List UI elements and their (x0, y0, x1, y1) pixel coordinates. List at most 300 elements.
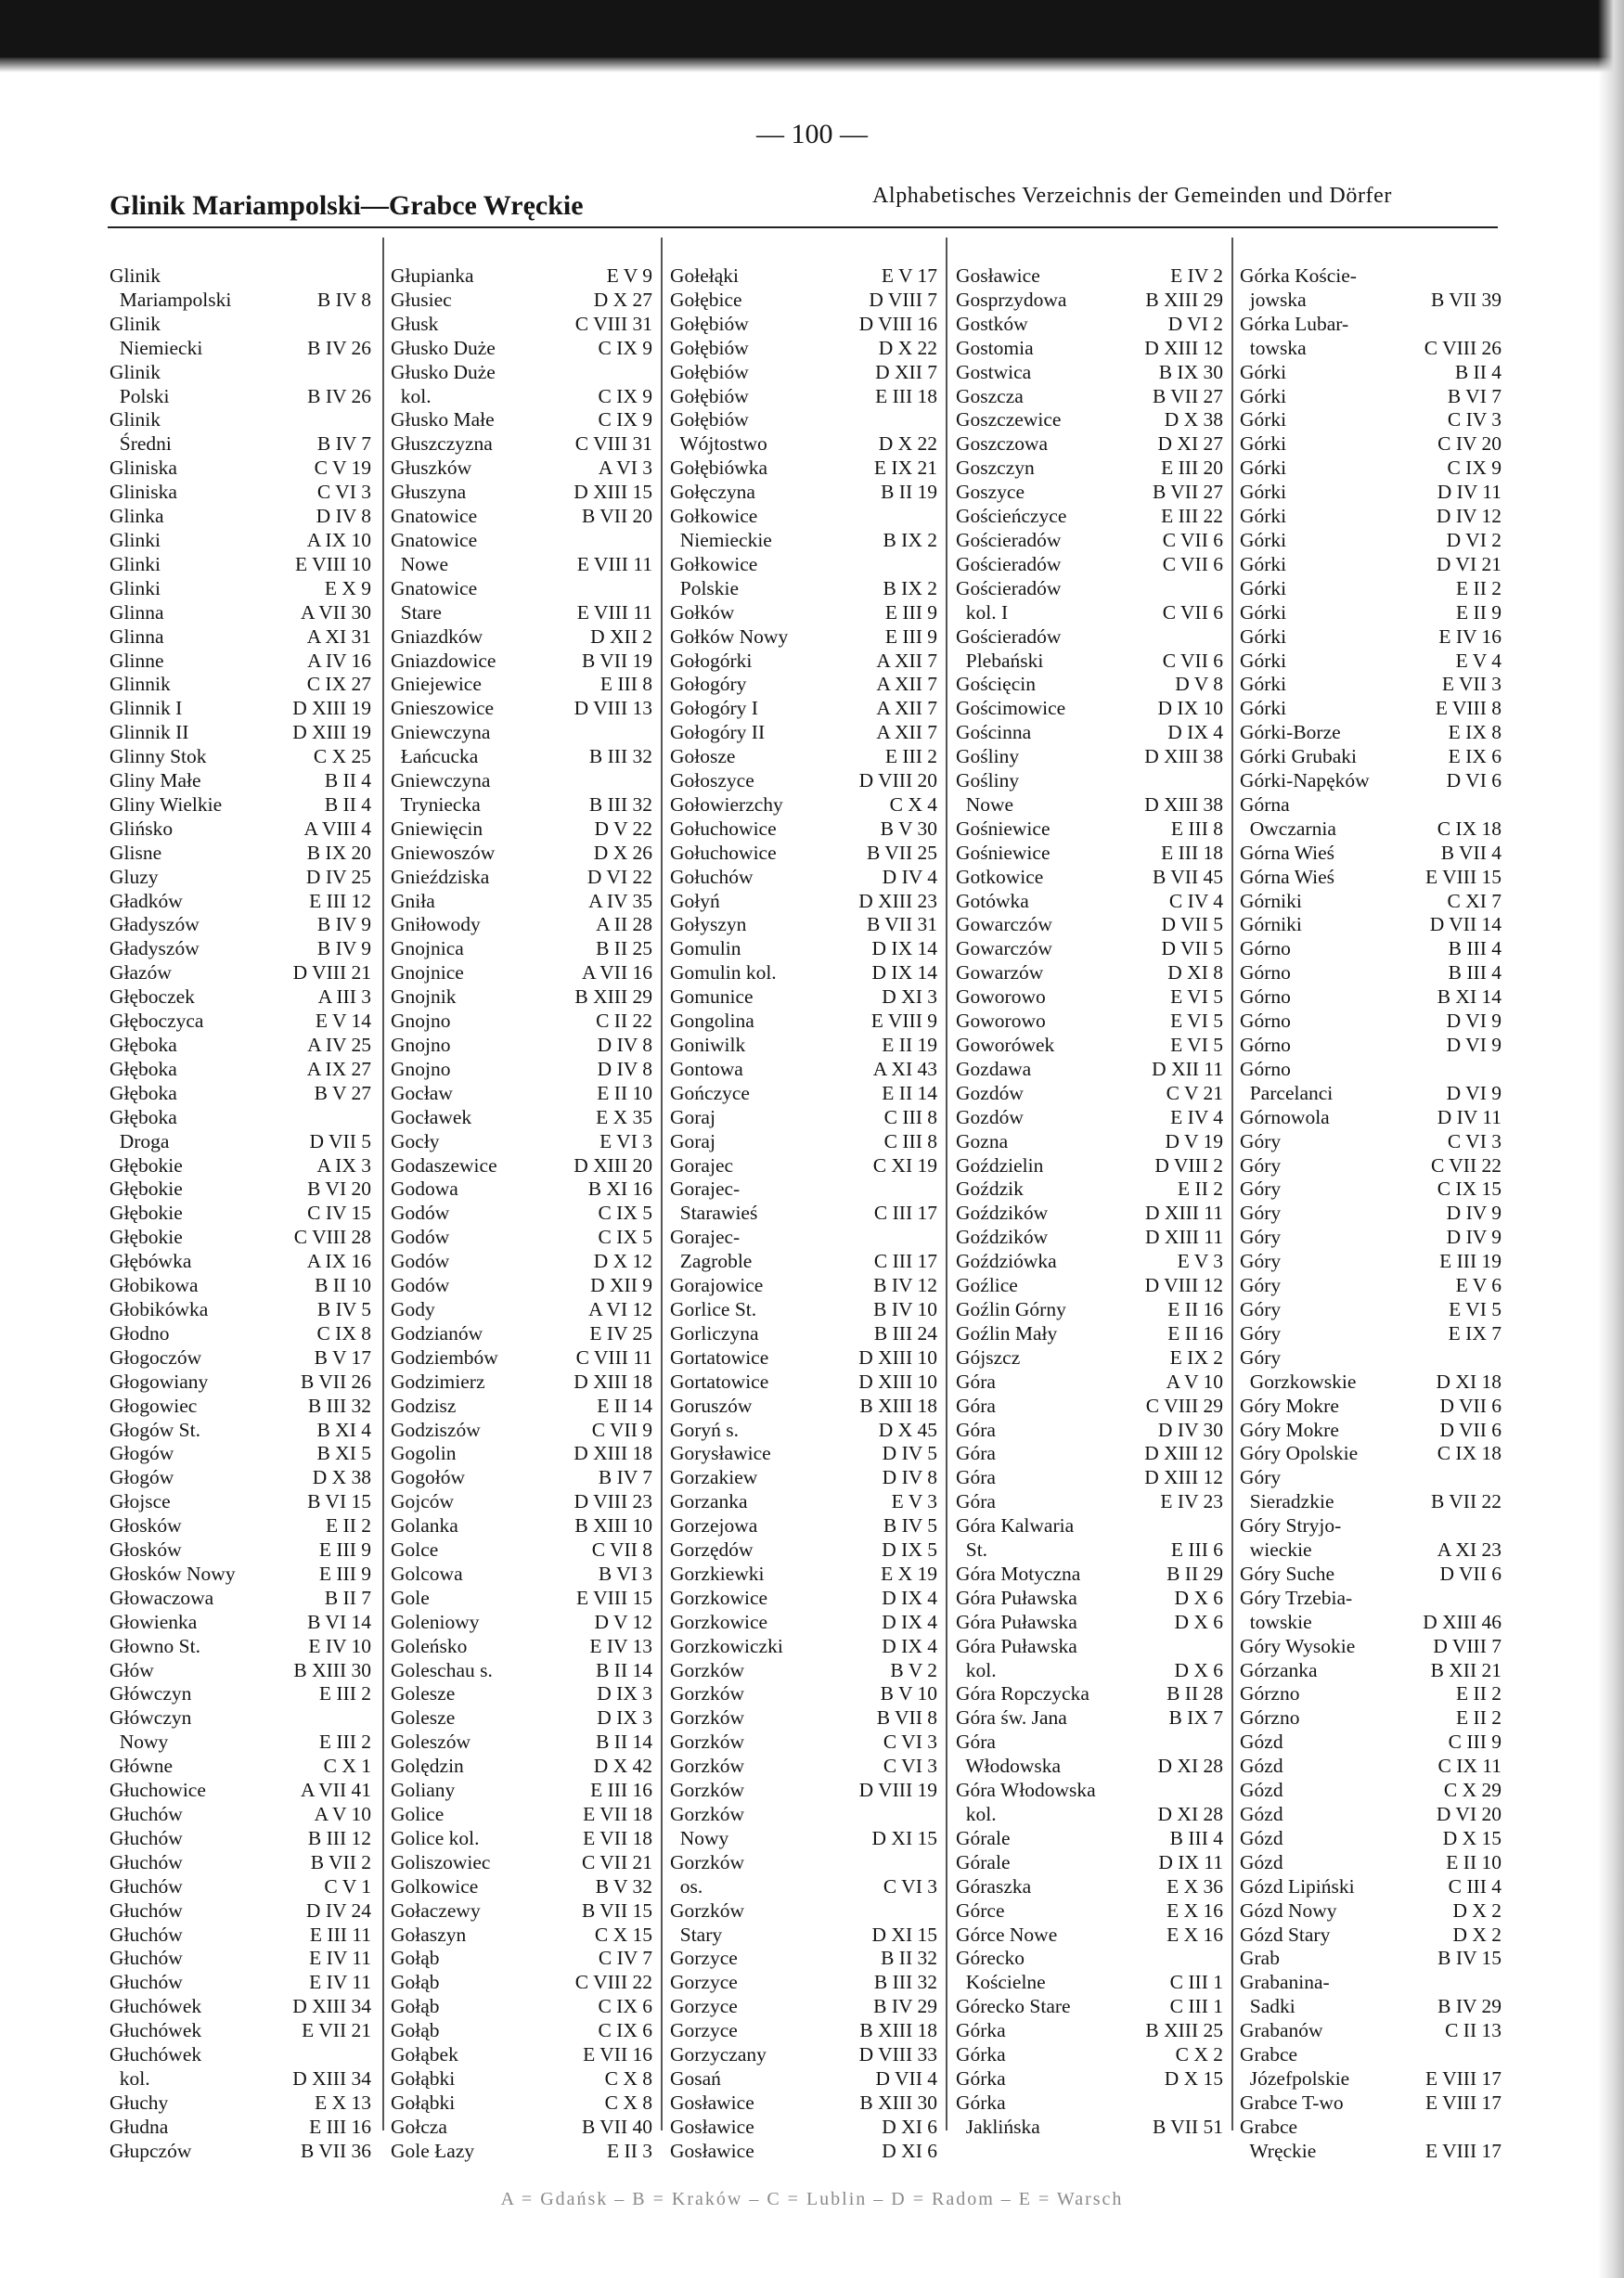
index-entry (670, 1947, 937, 1971)
place-name: Gocław (391, 1081, 453, 1104)
place-name: Głobikówka (110, 1297, 209, 1320)
place-name: Górno (1240, 961, 1291, 985)
region-code (367, 264, 371, 289)
index-entry (110, 385, 371, 409)
region-code: E III 12 (309, 889, 371, 912)
place-name: Głudna (110, 2115, 169, 2138)
region-code: E VIII 17 (1424, 2066, 1502, 2090)
region-code: D VIII 16 (858, 312, 937, 335)
index-entry (956, 1995, 1223, 2019)
place-name: Gostwica (956, 360, 1032, 383)
index-entry (391, 1635, 652, 1659)
region-code: D XI 28 (1157, 1803, 1223, 1825)
place-name: Góra Włodowska (956, 1779, 1096, 1802)
place-name: Gowarzów (956, 961, 1044, 985)
place-name: Gortatowice (670, 1345, 769, 1369)
index-entry (391, 937, 652, 961)
place-name: kol. (956, 1658, 997, 1681)
index-entry (110, 1706, 371, 1731)
index-entry (956, 1058, 1223, 1082)
region-code: B IX 30 (1158, 360, 1223, 383)
index-entry (670, 1803, 937, 1827)
region-key-legend: A = Gdańsk – B = Kraków – C = Lublin – D = Radom – E = Warsch (500, 2189, 1124, 2209)
index-entry (110, 505, 371, 529)
place-name: Glinik (110, 264, 161, 287)
column-divider (1231, 238, 1233, 2130)
index-entry (1240, 866, 1502, 890)
region-code: D IX 11 (1158, 1850, 1223, 1873)
index-entry (956, 1106, 1223, 1130)
index-entry (956, 1274, 1223, 1298)
place-name: Góry Wysokie (1240, 1634, 1356, 1657)
place-name: Gościeradów (956, 552, 1062, 575)
region-code: D VII 6 (1439, 1394, 1502, 1417)
region-code: A XII 7 (876, 673, 937, 696)
region-code: C III 8 (883, 1105, 937, 1128)
place-name: Gołąb (391, 2019, 440, 2042)
place-name: Głogów St. (110, 1418, 200, 1441)
region-code: D IX 14 (871, 937, 937, 960)
place-name: Gosań (670, 2066, 721, 2090)
region-code: B VII 27 (1152, 384, 1223, 407)
place-name: Góra (956, 1394, 996, 1417)
region-code: C IX 9 (1447, 457, 1502, 480)
index-entry (110, 793, 371, 817)
region-code: B II 4 (324, 769, 371, 792)
place-name: Główczyn (110, 1682, 192, 1705)
region-code: B IV 5 (316, 1297, 371, 1320)
place-name: Gołębiów (670, 336, 749, 359)
place-name: Polskie (670, 576, 740, 599)
place-name: Górno (1240, 1010, 1291, 1033)
place-name: os. (670, 1874, 703, 1898)
index-entry (956, 1322, 1223, 1346)
index-entry (1240, 361, 1502, 385)
region-code: E IV 23 (1160, 1490, 1223, 1513)
index-entry (670, 264, 937, 289)
region-code: D IX 4 (882, 1634, 937, 1657)
region-code: E II 16 (1167, 1297, 1223, 1320)
place-name: Gościeradów (956, 624, 1062, 648)
region-code: C IX 11 (1437, 1755, 1502, 1778)
region-code (367, 2043, 371, 2067)
region-code: D VIII 23 (574, 1490, 652, 1513)
index-entry (110, 1682, 371, 1706)
index-entry (391, 1682, 652, 1706)
region-code: E III 9 (884, 600, 937, 624)
index-entry (956, 913, 1223, 937)
region-code: E III 2 (318, 1731, 371, 1754)
index-entry (391, 1971, 652, 1995)
index-entry (1240, 1659, 1502, 1683)
place-name: Góry (1240, 1226, 1282, 1249)
region-code (1498, 2116, 1502, 2140)
region-code: C VII 6 (1162, 649, 1223, 672)
index-entry (956, 1971, 1223, 1995)
region-code: E IV 16 (1438, 624, 1502, 648)
region-code: C XI 19 (872, 1153, 937, 1177)
region-code: A IV 16 (307, 649, 371, 672)
region-code: B II 32 (881, 1947, 937, 1970)
index-entry (670, 817, 937, 842)
region-code: E II 2 (1456, 1706, 1502, 1730)
region-code: D XI 15 (871, 1923, 937, 1946)
place-name: Głusko Duże (391, 360, 496, 383)
place-name: Głusk (391, 312, 439, 335)
place-name: Gózd (1240, 1779, 1283, 1802)
region-code: B XIII 18 (859, 1394, 937, 1417)
index-entry (1240, 1971, 1502, 1995)
index-entry (956, 1803, 1223, 1827)
place-name: Gołuchów (670, 865, 754, 888)
region-code (1219, 1779, 1223, 1803)
index-entry (956, 2043, 1223, 2067)
index-entry (670, 1371, 937, 1395)
region-code: E VII 3 (1441, 673, 1502, 696)
index-entry (1240, 432, 1502, 457)
index-entry (110, 1587, 371, 1611)
index-entry (956, 2091, 1223, 2116)
region-code (649, 721, 652, 745)
index-entry (1240, 577, 1502, 601)
index-entry (1240, 625, 1502, 650)
place-name: Gnojno (391, 1010, 451, 1033)
region-code: B IX 2 (883, 576, 937, 599)
index-entry (670, 1202, 937, 1226)
region-code: D V 19 (1165, 1129, 1223, 1152)
place-name: Godzisz (391, 1394, 457, 1417)
place-name: Górno (1240, 1057, 1291, 1080)
place-name: Góra Puławska (956, 1586, 1077, 1609)
region-code: E IX 7 (1448, 1321, 1502, 1345)
index-entry (956, 1611, 1223, 1635)
region-code: E V 4 (1455, 649, 1502, 672)
index-entry (391, 601, 652, 625)
index-entry (110, 1371, 371, 1395)
place-name: Golce (391, 1538, 439, 1562)
region-code: D IV 5 (882, 1442, 937, 1465)
place-name: Głęboczyca (110, 1010, 204, 1033)
place-name: Gorzkowskie (1240, 1370, 1357, 1393)
index-entry (110, 1130, 371, 1154)
place-name: Górki Grubaki (1240, 745, 1357, 768)
place-name: Góry (1240, 1129, 1282, 1152)
index-entry (1240, 1250, 1502, 1274)
region-code: D XIII 38 (1144, 792, 1223, 816)
index-entry (670, 337, 937, 361)
index-entry (956, 1755, 1223, 1779)
index-entry (670, 1250, 937, 1274)
place-name: Gołaczewy (391, 1898, 481, 1922)
place-name: Nowy (670, 1826, 729, 1849)
index-entry (670, 697, 937, 721)
place-name: Górecko Stare (956, 1995, 1071, 2018)
place-name: Góry Mokre (1240, 1418, 1339, 1441)
region-code: A XII 7 (876, 721, 937, 744)
region-code (1219, 1514, 1223, 1538)
index-entry (956, 673, 1223, 697)
region-code: A VIII 4 (303, 817, 371, 840)
index-entry (670, 1490, 937, 1514)
region-code: C VII 21 (581, 1850, 652, 1873)
region-code (1498, 1971, 1502, 1995)
place-name: Gomulin kol. (670, 961, 777, 985)
region-code: D IX 5 (882, 1538, 937, 1562)
place-name: Góra (956, 1466, 996, 1489)
index-entry (1240, 2043, 1502, 2067)
place-name: Gorzejowa (670, 1514, 758, 1538)
place-name: Głowaczowa (110, 1586, 214, 1609)
index-entry (956, 1298, 1223, 1322)
index-entry (956, 2067, 1223, 2091)
region-code: A VII 41 (300, 1779, 371, 1802)
index-entry (956, 1442, 1223, 1466)
region-code: A IX 10 (306, 528, 371, 551)
region-code: B XI 4 (316, 1418, 371, 1441)
place-name: Gorzanka (670, 1490, 748, 1513)
place-name: Głusko Duże (391, 336, 496, 359)
place-name: Głodno (110, 1321, 170, 1345)
index-entry (1240, 1419, 1502, 1443)
index-entry (1240, 1082, 1502, 1106)
place-name: Gorzków (670, 1731, 745, 1754)
index-entry (391, 913, 652, 937)
region-code: B II 4 (1454, 360, 1502, 383)
region-code: B XIII 29 (574, 985, 652, 1009)
index-entry (670, 432, 937, 457)
index-entry (670, 793, 937, 817)
index-entry (670, 2067, 937, 2091)
place-name: Górki (1240, 600, 1287, 624)
index-entry (956, 817, 1223, 842)
place-name: Górna Wieś (1240, 841, 1335, 864)
index-entry (956, 1875, 1223, 1899)
index-entry (670, 2116, 937, 2140)
place-name: Grabanów (1240, 2019, 1323, 2042)
index-entry (1240, 1538, 1502, 1563)
place-name: Gozdów (956, 1081, 1024, 1104)
place-name: Głuchów (110, 1874, 183, 1898)
index-entry (391, 1875, 652, 1899)
region-code: B VII 39 (1430, 288, 1502, 311)
region-code: C III 1 (1169, 1971, 1223, 1994)
place-name: Górale (956, 1850, 1011, 1873)
index-entry (391, 1202, 652, 1226)
index-entry (670, 361, 937, 385)
place-name: Goźlin Górny (956, 1297, 1066, 1320)
place-name: St. (956, 1538, 988, 1562)
index-entry (391, 1226, 652, 1250)
region-code: B III 32 (588, 745, 652, 768)
place-name: Średni (110, 432, 172, 456)
index-entry (1240, 1202, 1502, 1226)
region-code: C VI 3 (316, 481, 371, 504)
place-name: Golesze (391, 1706, 456, 1730)
place-name: Gołębiów (670, 360, 749, 383)
place-name: Gniewczyna (391, 721, 491, 744)
place-name: Gnatowice (391, 576, 478, 599)
index-entry (956, 577, 1223, 601)
index-entry (110, 1395, 371, 1419)
place-name: Glinna (110, 624, 164, 648)
index-entry (956, 793, 1223, 817)
region-code: E III 9 (884, 624, 937, 648)
place-name: Goszyce (956, 481, 1025, 504)
region-code: D VI 9 (1446, 1034, 1502, 1056)
place-name: Górki (1240, 384, 1287, 407)
region-code: E V 6 (1455, 1274, 1502, 1297)
index-entry (110, 913, 371, 937)
region-code: E VIII 11 (576, 552, 652, 575)
region-code: B VII 22 (1430, 1490, 1502, 1513)
index-entry (956, 721, 1223, 745)
place-name: Goliszowiec (391, 1850, 491, 1873)
index-entry (670, 1466, 937, 1490)
place-name: Gózd (1240, 1850, 1283, 1873)
index-entry (956, 745, 1223, 769)
region-code: D VI 20 (1436, 1803, 1502, 1825)
region-code: E VIII 10 (294, 552, 371, 575)
place-name: Gliny Wielkie (110, 792, 223, 816)
index-entry (110, 769, 371, 793)
index-entry (110, 432, 371, 457)
region-code: E III 18 (1161, 841, 1223, 864)
place-name: Głowienka (110, 1610, 198, 1633)
place-name: Goworówek (956, 1034, 1055, 1056)
place-name: Gołkowice (670, 505, 758, 528)
place-name: kol. (110, 2066, 150, 2090)
region-code: D XIII 10 (858, 1345, 937, 1369)
region-code: B IV 7 (598, 1466, 652, 1489)
place-name: Gnojno (391, 1034, 451, 1056)
region-code: C VI 3 (883, 1731, 937, 1754)
place-name: Gortatowice (670, 1370, 769, 1393)
index-entry (391, 673, 652, 697)
region-code: C X 8 (604, 2066, 652, 2090)
place-name: Głuchów (110, 1850, 183, 1873)
place-name: Gorzków (670, 1658, 745, 1681)
place-name: Głazów (110, 961, 172, 985)
index-entry (956, 505, 1223, 529)
region-code: C IV 7 (598, 1947, 652, 1970)
place-name: Godaszewice (391, 1153, 497, 1177)
region-code: C VI 3 (883, 1755, 937, 1778)
region-code: D VII 5 (1161, 913, 1223, 936)
place-name: Głogowiec (110, 1394, 198, 1417)
place-name: Godów (391, 1250, 450, 1273)
index-entry (1240, 913, 1502, 937)
region-code: B V 2 (890, 1658, 937, 1681)
index-entry (956, 625, 1223, 650)
region-code: E V 3 (891, 1490, 937, 1513)
index-entry (670, 505, 937, 529)
region-code: B IX 7 (1168, 1706, 1223, 1730)
place-name: Góra Ropczycka (956, 1682, 1089, 1705)
index-entry (391, 1490, 652, 1514)
place-name: Głębokie (110, 1153, 183, 1177)
index-entry (110, 1924, 371, 1948)
region-code (649, 361, 652, 385)
index-entry (670, 1178, 937, 1202)
region-code (934, 1178, 937, 1202)
region-code: E II 3 (607, 2139, 652, 2162)
place-name: Goryń s. (670, 1418, 740, 1441)
index-entry (956, 1010, 1223, 1034)
place-name: Górki (1240, 552, 1287, 575)
place-name: Głojsce (110, 1490, 171, 1513)
index-entry (391, 1395, 652, 1419)
index-entry (110, 1466, 371, 1490)
place-name: Glinny Stok (110, 745, 207, 768)
region-code: E V 17 (881, 264, 937, 287)
place-name: Głęboka (110, 1105, 177, 1128)
index-entry (110, 1058, 371, 1082)
region-code: B VII 19 (581, 649, 652, 672)
region-code: D X 6 (1174, 1610, 1223, 1633)
index-entry (1240, 1779, 1502, 1803)
place-name: Gole Łazy (391, 2139, 475, 2162)
region-code: C III 8 (883, 1129, 937, 1152)
index-entry (391, 1442, 652, 1466)
region-code: B II 25 (596, 937, 652, 960)
index-entry (956, 1226, 1223, 1250)
place-name: Niemiecki (110, 336, 203, 359)
place-name: Gołyszyn (670, 913, 747, 936)
index-column-1 (110, 264, 371, 2162)
place-name: Głęboka (110, 1034, 177, 1056)
region-code: B III 32 (307, 1394, 371, 1417)
place-name: Gorzków (670, 1755, 745, 1778)
region-code: B VII 4 (1440, 841, 1502, 864)
index-entry (1240, 650, 1502, 674)
index-entry (391, 697, 652, 721)
header-range: Glinik Mariampolski—Grabce Wręckie (110, 190, 584, 221)
index-entry (110, 721, 371, 745)
index-entry (391, 1130, 652, 1154)
region-code: B IV 12 (873, 1274, 937, 1297)
place-name: Gorysławice (670, 1442, 771, 1465)
index-entry (391, 457, 652, 481)
index-entry (956, 985, 1223, 1010)
index-entry (670, 313, 937, 337)
place-name: Górno (1240, 937, 1291, 960)
place-name: Głosków (110, 1514, 182, 1538)
index-entry (110, 1635, 371, 1659)
place-name: Głęboka (110, 1081, 177, 1104)
place-name: Gocławek (391, 1105, 472, 1128)
region-code: D X 38 (312, 1466, 371, 1489)
place-name: Gorzyczany (670, 2043, 767, 2066)
region-code: D XIII 12 (1144, 336, 1223, 359)
place-name: Gózd (1240, 1803, 1283, 1825)
region-code: C IX 18 (1437, 1442, 1502, 1465)
region-code: E III 9 (318, 1562, 371, 1585)
region-code: B XI 14 (1437, 985, 1502, 1009)
place-name: Glinik (110, 360, 161, 383)
region-code: A XI 23 (1437, 1538, 1502, 1562)
index-entry (956, 866, 1223, 890)
index-entry (956, 1514, 1223, 1538)
place-name: Glinna (110, 600, 164, 624)
index-entry (956, 337, 1223, 361)
index-entry (110, 1779, 371, 1803)
region-code (1498, 1587, 1502, 1611)
place-name: Górki (1240, 697, 1287, 720)
region-code: B VI 3 (598, 1562, 652, 1585)
scan-right-edge (1598, 0, 1624, 2278)
index-entry (110, 577, 371, 601)
index-entry (1240, 1587, 1502, 1611)
